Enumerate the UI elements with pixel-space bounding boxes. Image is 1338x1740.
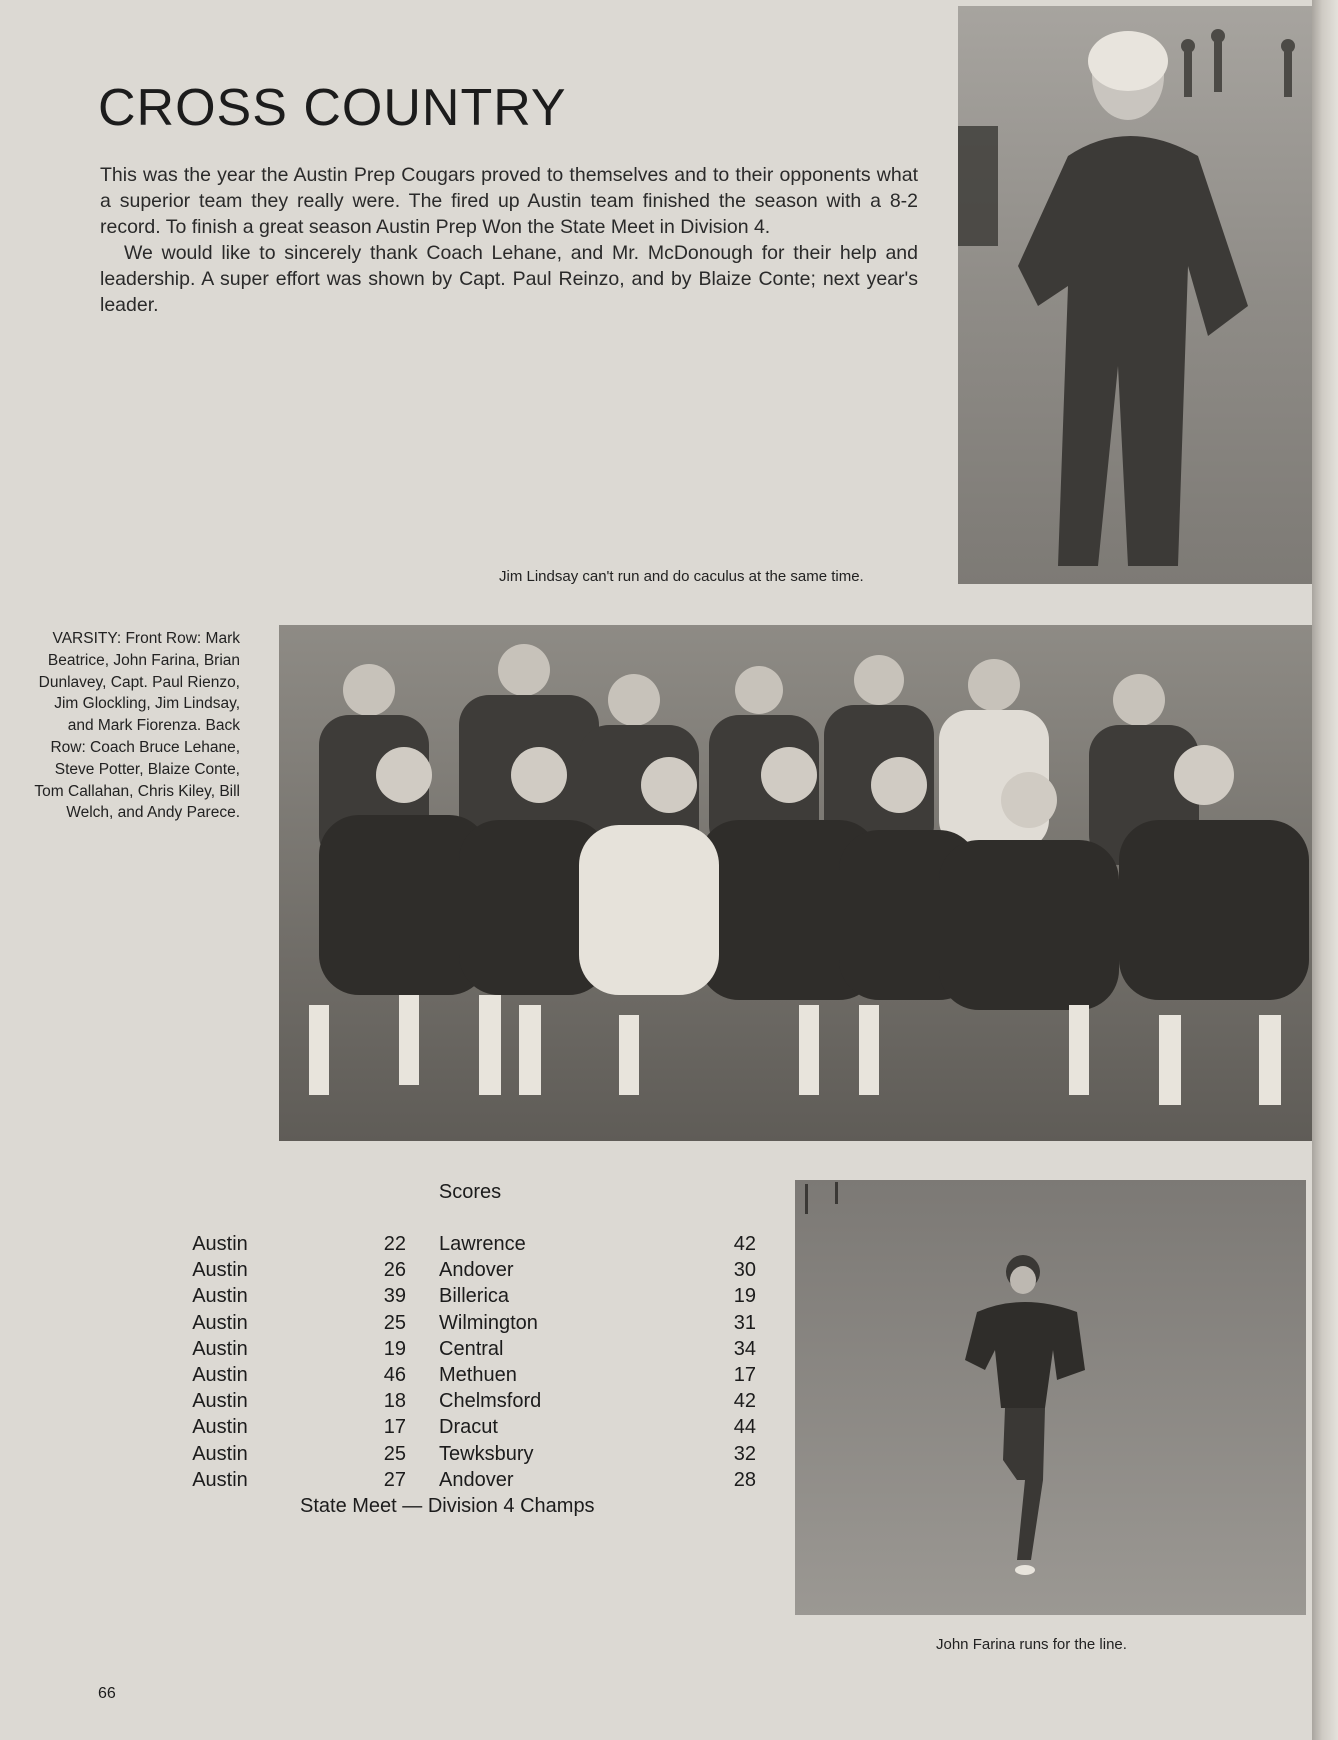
page-title: CROSS COUNTRY [98, 79, 567, 137]
top-photo-caption: Jim Lindsay can't run and do caculus at the same time. [499, 568, 864, 585]
team-score: 22 [383, 1233, 406, 1255]
intro-paragraph-2: We would like to sincerely thank Coach Lehane, and Mr. McDonough for their help and leadership. A super effort was shown by Capt. Paul Reinzo, and by Blaize Conte; next year's leader. [100, 242, 918, 316]
team-score: 18 [383, 1390, 406, 1413]
team-score: 46 [383, 1363, 406, 1386]
opponent-name: Methuen [439, 1363, 517, 1386]
runner-photo-top [958, 6, 1314, 584]
team-name: Austin [192, 1442, 248, 1465]
score-row [160, 1338, 760, 1364]
team-photo [279, 625, 1312, 1141]
team-name: Austin [192, 1337, 248, 1360]
opponent-score: 42 [733, 1233, 756, 1255]
team-score: 27 [383, 1468, 406, 1491]
opponent-name: Wilmington [439, 1311, 538, 1334]
team-name: Austin [192, 1468, 248, 1491]
opponent-score: 42 [733, 1390, 756, 1413]
team-score: 19 [383, 1337, 406, 1360]
score-row [160, 1285, 760, 1311]
score-row [160, 1469, 760, 1495]
intro-paragraph-1: This was the year the Austin Prep Cougars proved to themselves and to their opponents what a superior team they really were. The fired up Austin team finished the season with a 8-2 record. To finish a great season Austin Prep Won the State Meet in Division 4. [100, 164, 918, 238]
team-name: Austin [192, 1233, 248, 1255]
team-score: 25 [383, 1442, 406, 1465]
opponent-name: Lawrence [439, 1233, 526, 1255]
opponent-score: 34 [733, 1337, 756, 1360]
opponent-score: 44 [733, 1416, 756, 1439]
opponent-score: 30 [733, 1259, 756, 1282]
team-name: Austin [192, 1416, 248, 1439]
opponent-score: 32 [733, 1442, 756, 1465]
score-row [160, 1312, 760, 1338]
team-name: Austin [192, 1311, 248, 1334]
team-score: 17 [383, 1416, 406, 1439]
intro-text [100, 162, 918, 318]
opponent-score: 19 [733, 1285, 756, 1308]
page-number: 66 [98, 1685, 116, 1702]
opponent-name: Chelmsford [439, 1390, 542, 1413]
opponent-name: Central [439, 1337, 504, 1360]
bottom-photo-caption: John Farina runs for the line. [936, 1636, 1127, 1653]
opponent-score: 31 [733, 1311, 756, 1334]
state-meet-result: State Meet — Division 4 Champs [300, 1495, 595, 1517]
score-row [160, 1390, 760, 1416]
team-name: Austin [192, 1390, 248, 1413]
varsity-caption: VARSITY: Front Row: Mark Beatrice, John Farina, Brian Dunlavey, Capt. Paul Rienzo, Jim Glockling, Jim Lindsay, and Mark Fiorenza. Back Row: Coach Bruce Lehane, Steve Potter, Blaize Conte, Tom Callahan, Chris Kiley, Bill Welch, and Andy Parece. [34, 630, 240, 822]
team-name: Austin [192, 1285, 248, 1308]
team-name: Austin [192, 1259, 248, 1282]
score-row [160, 1259, 760, 1285]
team-score: 26 [383, 1259, 406, 1282]
team-name: Austin [192, 1363, 248, 1386]
opponent-name: Billerica [439, 1285, 510, 1308]
score-row [160, 1233, 760, 1259]
opponent-score: 28 [733, 1468, 756, 1491]
opponent-name: Dracut [439, 1416, 498, 1439]
scores-table [160, 1233, 760, 1495]
opponent-name: Tewksbury [439, 1442, 534, 1465]
team-score: 25 [383, 1311, 406, 1334]
scores-heading: Scores [438, 1181, 502, 1203]
score-row [160, 1443, 760, 1469]
book-spine [1312, 0, 1338, 1740]
opponent-name: Andover [439, 1468, 514, 1491]
score-row [160, 1364, 760, 1390]
opponent-name: Andover [439, 1259, 514, 1282]
team-score: 39 [383, 1285, 406, 1308]
runner-photo-bottom [795, 1180, 1306, 1615]
opponent-score: 17 [733, 1363, 756, 1386]
score-row [160, 1416, 760, 1442]
